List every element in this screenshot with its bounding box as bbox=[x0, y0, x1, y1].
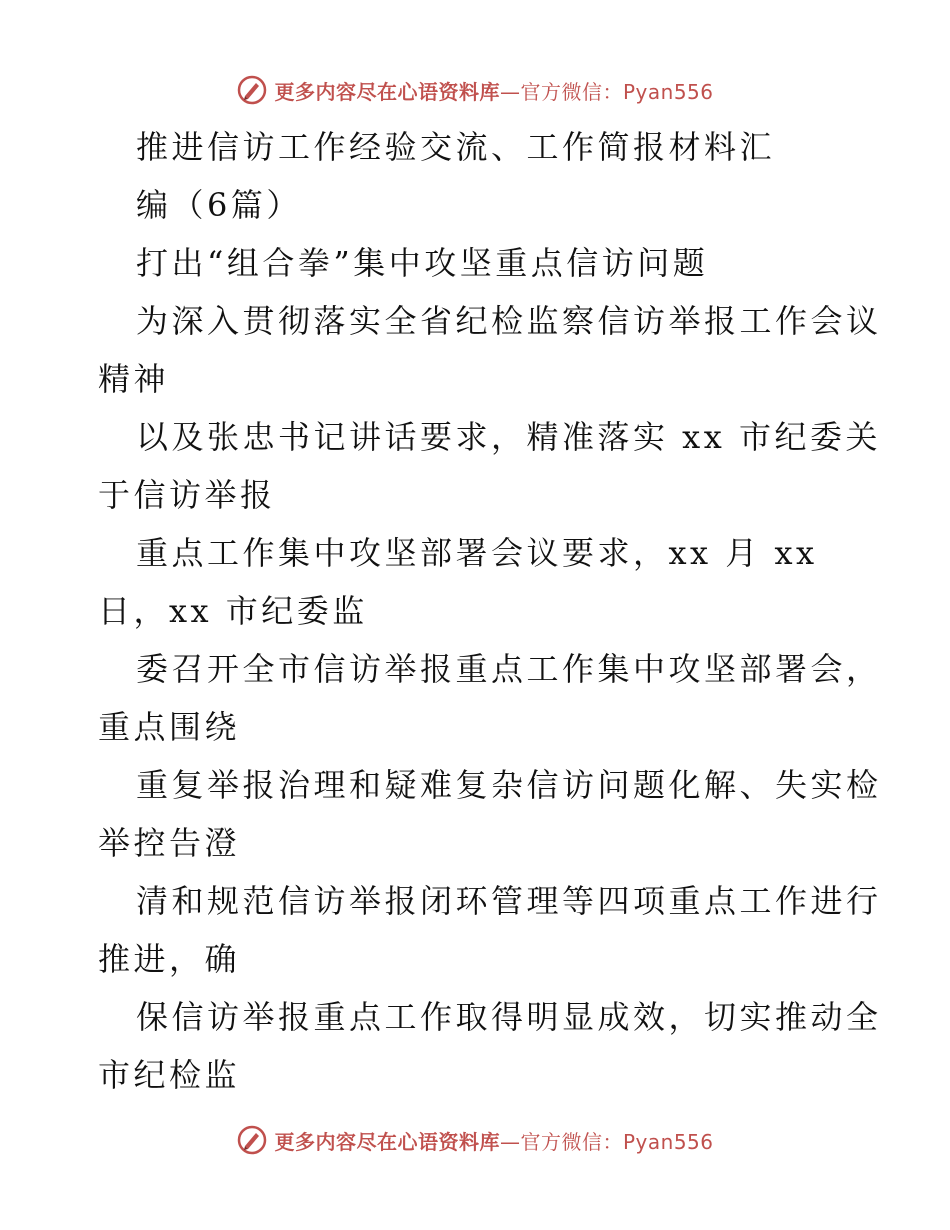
document-line: 为深入贯彻落实全省纪检监察信访举报工作会议 bbox=[136, 302, 882, 340]
footer-handle: Pyan556 bbox=[622, 1129, 714, 1154]
document-line: 日，xx 市纪委监 bbox=[98, 592, 368, 630]
document-line: 打出“组合拳”集中攻坚重点信访问题 bbox=[136, 244, 709, 282]
document-line: 举控告澄 bbox=[98, 824, 241, 862]
document-line: 清和规范信访举报闭环管理等四项重点工作进行 bbox=[136, 882, 882, 920]
document-line: 重点工作集中攻坚部署会议要求，xx 月 xx bbox=[136, 534, 818, 572]
header-brand: 更多内容尽在心语资料库 bbox=[274, 79, 500, 104]
pen-logo-icon bbox=[236, 74, 268, 106]
footer-contact: 官方微信： bbox=[520, 1129, 623, 1154]
document-line: 推进，确 bbox=[98, 940, 241, 978]
document-body bbox=[98, 118, 882, 1104]
header-banner bbox=[0, 70, 950, 110]
footer-banner bbox=[0, 1120, 950, 1160]
document-line: 重点围绕 bbox=[98, 708, 241, 746]
document-line: 重复举报治理和疑难复杂信访问题化解、失实检 bbox=[136, 766, 882, 804]
header-separator: — bbox=[499, 79, 521, 104]
document-line: 保信访举报重点工作取得明显成效，切实推动全 bbox=[136, 998, 882, 1036]
header-handle: Pyan556 bbox=[622, 79, 714, 104]
footer-separator: — bbox=[499, 1129, 521, 1154]
document-line: 编（6篇） bbox=[136, 186, 302, 224]
document-line: 精神 bbox=[98, 360, 170, 398]
header-contact: 官方微信： bbox=[520, 79, 623, 104]
document-line: 委召开全市信访举报重点工作集中攻坚部署会， bbox=[136, 650, 882, 688]
footer-banner-text bbox=[274, 1126, 713, 1155]
footer-brand: 更多内容尽在心语资料库 bbox=[274, 1129, 500, 1154]
header-banner-text bbox=[274, 76, 713, 105]
document-line: 以及张忠书记讲话要求，精准落实 xx 市纪委关 bbox=[136, 418, 881, 456]
pen-logo-icon bbox=[236, 1124, 268, 1156]
document-line: 推进信访工作经验交流、工作简报材料汇 bbox=[136, 128, 776, 166]
document-line: 于信访举报 bbox=[98, 476, 276, 514]
document-line: 市纪检监 bbox=[98, 1056, 241, 1094]
